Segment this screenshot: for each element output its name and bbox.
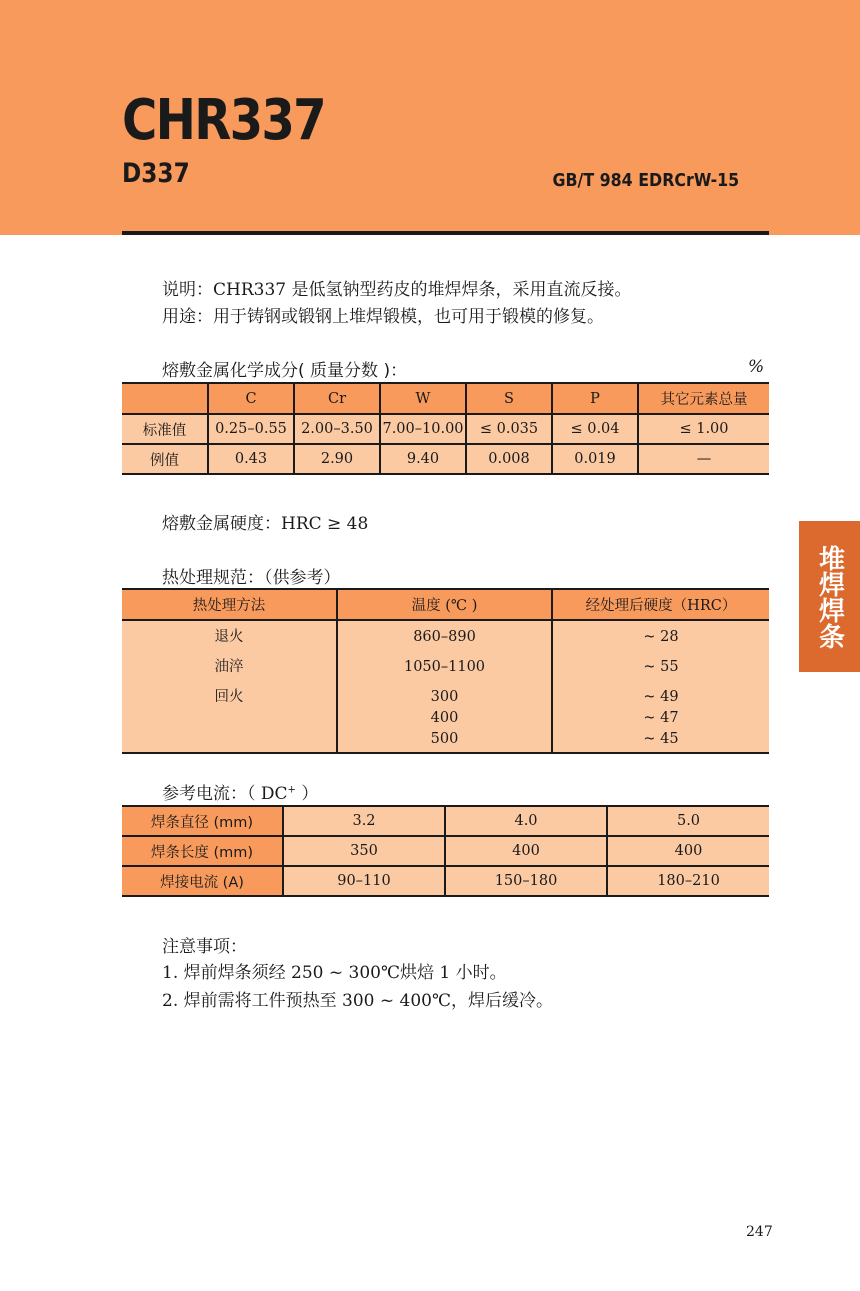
composition-header-cell: W — [380, 383, 466, 414]
table-cell: 3.2 — [283, 806, 445, 836]
table-cell: 350 — [283, 836, 445, 866]
table-row — [122, 836, 769, 866]
description-text: CHR337 是低氢钠型药皮的堆焊焊条，采用直流反接。 — [213, 280, 632, 300]
table-cell: ≤ 1.00 — [638, 414, 769, 444]
heat-hardness: ~ 45 — [643, 731, 679, 747]
usage-line — [162, 302, 604, 327]
heat-temp: 1050–1100 — [403, 659, 486, 675]
table-cell: ≤ 0.035 — [466, 414, 552, 444]
table-cell: 9.40 — [380, 444, 466, 474]
heat-temp: 500 — [430, 731, 459, 747]
current-table — [122, 805, 769, 897]
heat-hardness: ~ 49 — [643, 689, 679, 705]
heat-method: 油淬 — [214, 659, 244, 675]
composition-table — [122, 382, 769, 475]
note-item: 1. 焊前焊条须经 250 ~ 300℃烘焙 1 小时。 — [162, 963, 507, 983]
heat-header-row — [122, 589, 769, 620]
hardness-line — [162, 509, 368, 534]
table-cell: 90–110 — [283, 866, 445, 896]
composition-header-cell: P — [552, 383, 638, 414]
table-cell: ≤ 0.04 — [552, 414, 638, 444]
hardness-label: 熔敷金属硬度： — [162, 514, 281, 534]
row-label: 标准值 — [122, 414, 208, 444]
table-cell: 0.019 — [552, 444, 638, 474]
table-row — [122, 866, 769, 896]
heat-temp: 400 — [430, 710, 459, 726]
current-note-end: ） — [295, 784, 319, 804]
heat-hardness: ~ 55 — [643, 659, 679, 675]
table-cell: — — [638, 444, 769, 474]
composition-header-row — [122, 383, 769, 414]
page-number: 247 — [746, 1224, 773, 1240]
current-note: （ DC — [247, 784, 288, 804]
composition-title: 熔敷金属化学成分 — [162, 361, 298, 381]
heat-hardness: ~ 47 — [643, 710, 679, 726]
composition-unit: % — [748, 357, 765, 377]
table-cell: 180–210 — [607, 866, 769, 896]
heat-title: 热处理规范： — [162, 568, 264, 588]
description-line — [162, 275, 631, 300]
composition-title-colon: ： — [390, 361, 408, 381]
heat-method: 退火 — [214, 629, 244, 645]
row-label: 焊条长度 (mm) — [122, 836, 283, 866]
table-cell: 400 — [607, 836, 769, 866]
composition-header-cell: C — [208, 383, 294, 414]
header-band — [0, 0, 860, 235]
heat-header-cell: 热处理方法 — [122, 589, 337, 620]
composition-header-cell: Cr — [294, 383, 380, 414]
table-row — [122, 620, 769, 753]
row-label: 例值 — [122, 444, 208, 474]
heat-methods-cell — [122, 620, 337, 753]
table-cell: 0.43 — [208, 444, 294, 474]
product-title: CHR337 — [122, 88, 325, 153]
table-cell: 0.25–0.55 — [208, 414, 294, 444]
heat-heading — [162, 563, 341, 588]
composition-header-cell: S — [466, 383, 552, 414]
table-cell: 150–180 — [445, 866, 607, 896]
heat-hardness-cell — [552, 620, 769, 753]
table-cell: 0.008 — [466, 444, 552, 474]
table-cell: 7.00–10.00 — [380, 414, 466, 444]
table-cell: 4.0 — [445, 806, 607, 836]
notes-title: 注意事项： — [162, 937, 247, 957]
current-heading — [162, 779, 318, 804]
heat-method: 回火 — [214, 689, 244, 705]
current-note-sup: + — [287, 784, 296, 796]
heat-temp: 860–890 — [413, 629, 476, 645]
heat-note: （供参考） — [264, 568, 341, 588]
composition-title-paren: ( 质量分数 ) — [298, 361, 391, 381]
product-subtitle: D337 — [122, 158, 190, 189]
table-cell: 400 — [445, 836, 607, 866]
header-rule — [122, 231, 769, 235]
heat-temps-cell — [337, 620, 552, 753]
current-title: 参考电流： — [162, 784, 247, 804]
table-cell: 2.00–3.50 — [294, 414, 380, 444]
category-side-tab: 堆焊焊条 — [799, 521, 860, 672]
row-label: 焊条直径 (mm) — [122, 806, 283, 836]
composition-header-cell — [122, 383, 208, 414]
heat-hardness: ~ 28 — [643, 629, 679, 645]
usage-text: 用于铸钢或锻钢上堆焊锻模，也可用于锻模的修复。 — [213, 307, 604, 327]
composition-heading — [162, 356, 407, 381]
table-cell: 2.90 — [294, 444, 380, 474]
row-label: 焊接电流 (A) — [122, 866, 283, 896]
heat-treatment-table — [122, 588, 769, 754]
table-row — [122, 414, 769, 444]
table-cell: 5.0 — [607, 806, 769, 836]
hardness-value: HRC ≥ 48 — [281, 514, 369, 534]
standard-code: GB/T 984 EDRCrW-15 — [552, 170, 739, 191]
heat-header-cell: 温度 (℃ ) — [337, 589, 552, 620]
composition-header-cell: 其它元素总量 — [638, 383, 769, 414]
description-label: 说明： — [162, 280, 213, 300]
table-row — [122, 806, 769, 836]
usage-label: 用途： — [162, 307, 213, 327]
note-item: 2. 焊前需将工件预热至 300 ~ 400℃，焊后缓冷。 — [162, 991, 553, 1011]
heat-temp: 300 — [430, 689, 459, 705]
heat-header-cell: 经处理后硬度（HRC） — [552, 589, 769, 620]
table-row — [122, 444, 769, 474]
